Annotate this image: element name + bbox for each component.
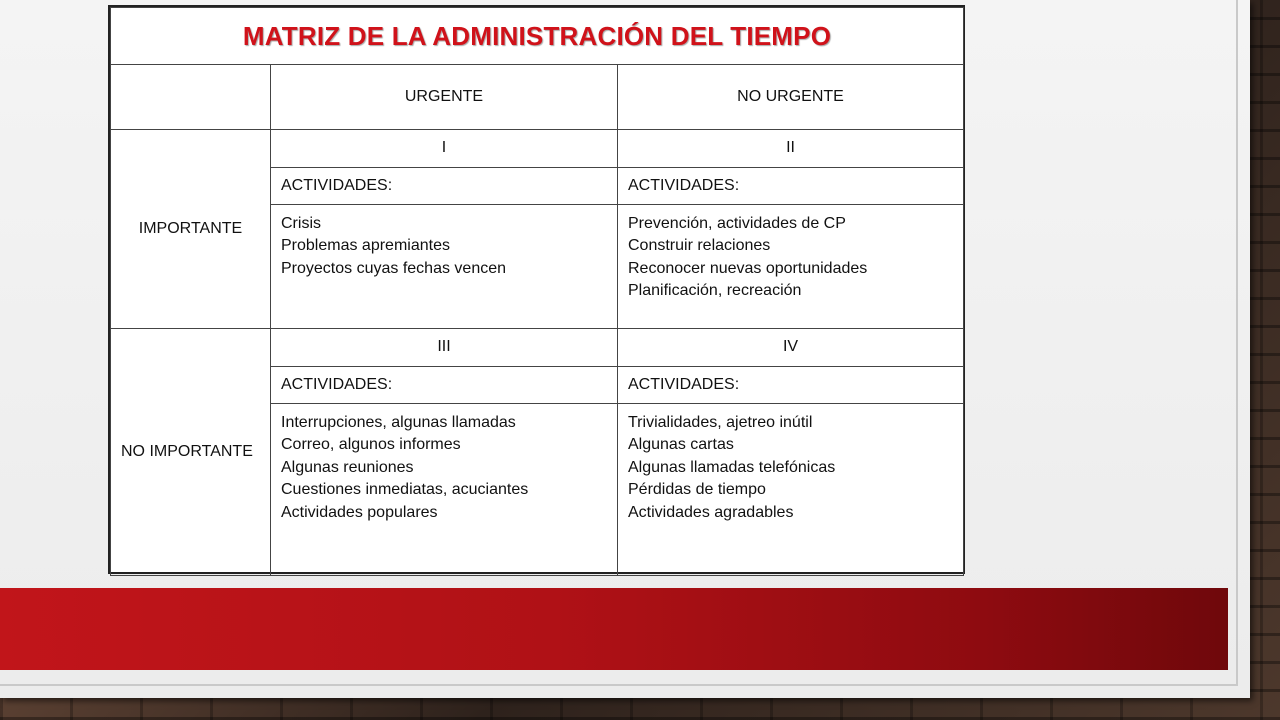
quadrant-header-2: ACTIVIDADES:: [618, 168, 964, 205]
empty-corner-cell: [111, 65, 271, 130]
list-item: Algunas llamadas telefónicas: [628, 458, 836, 476]
column-header-urgent: URGENTE: [271, 65, 618, 130]
quadrant-list-3: [271, 404, 618, 576]
list-item: Interrupciones, algunas llamadas: [281, 414, 516, 431]
list-item: Reconocer nuevas oportunidades: [628, 259, 868, 277]
quadrant-list-1: [271, 205, 618, 329]
quadrant-list-2: [618, 205, 964, 329]
quadrant-header-4: ACTIVIDADES:: [618, 367, 964, 404]
list-item: Trivialidades, ajetreo inútil: [628, 414, 813, 431]
list-item: Problemas apremiantes: [281, 237, 450, 255]
list-item: Actividades agradables: [628, 503, 794, 521]
quadrant-numeral-1: I: [271, 130, 618, 168]
quadrant-header-3: ACTIVIDADES:: [271, 367, 618, 404]
list-item: Planificación, recreación: [628, 282, 802, 300]
column-header-not-urgent: NO URGENTE: [618, 65, 964, 130]
list-item: Construir relaciones: [628, 237, 771, 255]
quadrant-list-4: [618, 404, 964, 576]
list-item: Cuestiones inmediatas, acuciantes: [281, 481, 529, 499]
quadrant-numeral-4: IV: [618, 329, 964, 367]
list-item: Pérdidas de tiempo: [628, 481, 766, 499]
list-item: Correo, algunos informes: [281, 436, 461, 454]
list-item: Algunas cartas: [628, 436, 734, 454]
quadrant-numeral-2: II: [618, 130, 964, 168]
red-accent-band: [0, 588, 1228, 670]
list-item: Actividades populares: [281, 503, 438, 521]
row-label-not-important: NO IMPORTANTE: [111, 329, 271, 576]
matrix-title-cell: [111, 8, 964, 65]
list-item: Proyectos cuyas fechas vencen: [281, 259, 507, 277]
list-item: Algunas reuniones: [281, 458, 414, 476]
matrix-table: [110, 7, 964, 576]
matrix-title: MATRIZ DE LA ADMINISTRACIÓN DEL TIEMPO: [242, 20, 832, 51]
list-item: Crisis: [281, 215, 321, 232]
quadrant-header-1: ACTIVIDADES:: [271, 168, 618, 205]
row-label-important: IMPORTANTE: [111, 130, 271, 329]
list-item: Prevención, actividades de CP: [628, 215, 846, 232]
time-management-matrix: [108, 5, 965, 574]
quadrant-numeral-3: III: [271, 329, 618, 367]
